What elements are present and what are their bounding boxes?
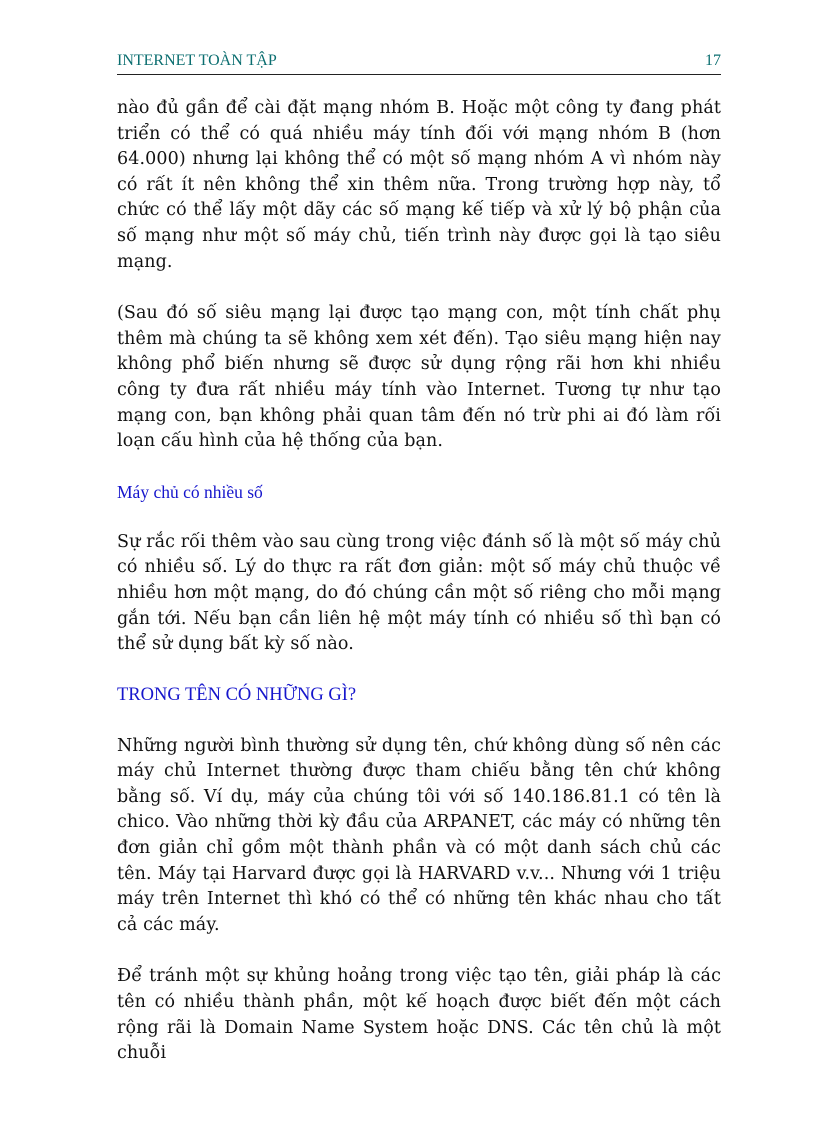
- running-header: [117, 52, 721, 75]
- paragraph-subnetting-note: (Sau đó số siêu mạng lại được tạo mạng con, một tính chất phụ thêm mà chúng ta sẽ không xem xét đến). Tạo siêu mạng hiện nay không phổ biến nhưng sẽ được sử dụng rộng rãi hơn khi nhiều công ty đưa rất nhiều máy tính vào Internet. Tương tự như tạo mạng con, bạn không phải quan tâm đến nó trừ phi ai đó làm rối loạn cấu hình của hệ thống của bạn.: [117, 303, 721, 452]
- paragraph-host-names: Những người bình thường sử dụng tên, chứ không dùng số nên các máy chủ Internet thường được tham chiếu bằng tên chứ không bằng số. Ví dụ, máy của chúng tôi với số 140.186.81.1 có tên là chico. Vào những thời kỳ đầu của ARPANET, các máy có những tên đơn giản chỉ gồm một thành phần và có một danh sách chủ các tên. Máy tại Harvard được gọi là HARVARD v.v... Nhưng với 1 triệu máy trên Internet thì khó có thể có những tên khác nhau cho tất cả các máy.: [117, 735, 721, 935]
- subheading-multihomed-hosts: Máy chủ có nhiều số: [117, 481, 263, 502]
- paragraph-multihomed: Sự rắc rối thêm vào sau cùng trong việc đánh số là một số máy chủ có nhiều số. Lý do thực ra rất đơn giản: một số máy chủ thuộc về nhiều hơn một mạng, do đó chúng cần một số riêng cho mỗi mạng gắn tới. Nếu bạn cần liên hệ một máy tính có nhiều số thì bạn có thể sử dụng bất kỳ số nào.: [117, 531, 721, 655]
- paragraph-supernetting: nào đủ gần để cài đặt mạng nhóm B. Hoặc một công ty đang phát triển có thể có quá nhiều máy tính đối với mạng nhóm B (hơn 64.000) nhưng lại không thể có một số mạng nhóm A vì nhóm này có rất ít nên không thể xin thêm nữa. Trong trường hợp này, tổ chức có thể lấy một dãy các số mạng kế tiếp và xử lý bộ phận của số mạng như một số máy chủ, tiến trình này được gọi là tạo siêu mạng.: [117, 98, 721, 272]
- section-heading-names: TRONG TÊN CÓ NHỮNG GÌ?: [117, 684, 357, 705]
- page-number: 17: [705, 52, 721, 69]
- paragraph-dns: Để tránh một sự khủng hoảng trong việc tạo tên, giải pháp là các tên có nhiều thành phần, một kế hoạch được biết đến một cách rộng rãi là Domain Name System hoặc DNS. Các tên chủ là một chuỗi: [117, 966, 721, 1064]
- body-text: [117, 96, 721, 1093]
- book-title: INTERNET TOÀN TẬP: [117, 52, 277, 69]
